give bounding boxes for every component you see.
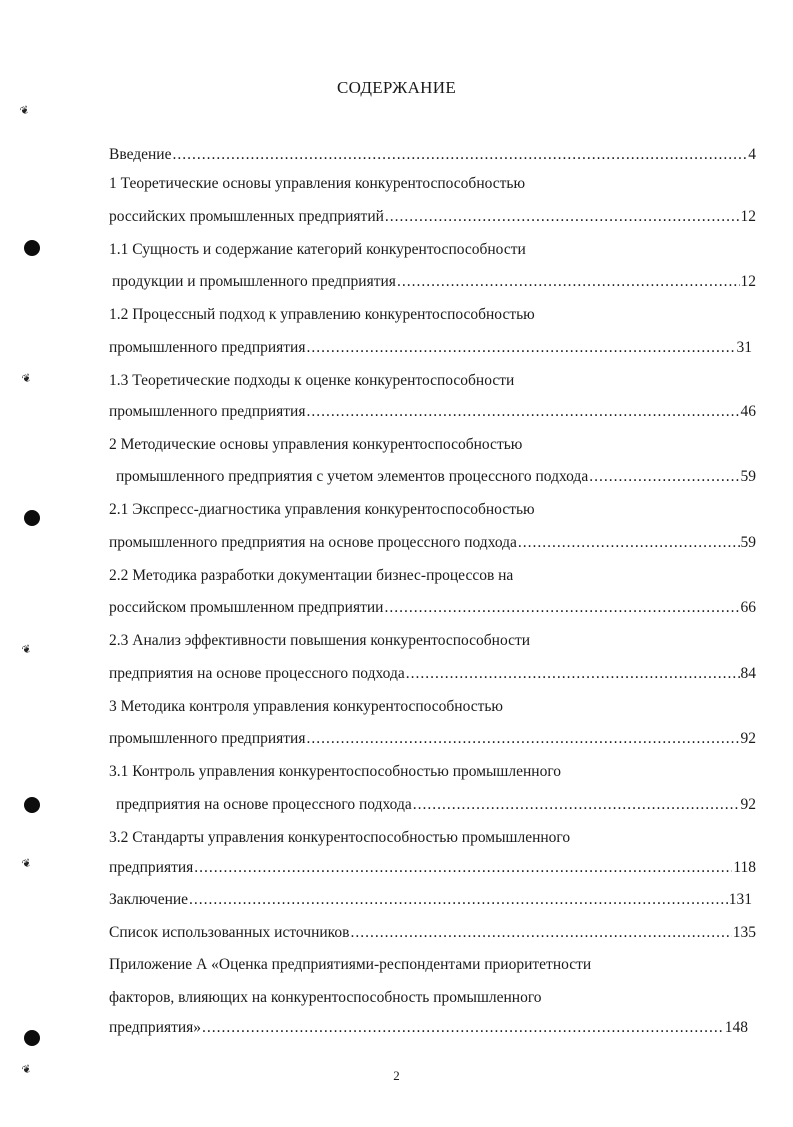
dot-leader bbox=[202, 1018, 724, 1038]
toc-line bbox=[109, 240, 526, 260]
toc-line bbox=[109, 305, 535, 325]
toc-entry-text: 3.2 Стандарты управления конкурентоспособностью промышленного bbox=[109, 829, 571, 846]
toc-line bbox=[109, 145, 756, 165]
toc-entry-page: 148 bbox=[724, 1019, 748, 1036]
scan-speck-icon: ❦ bbox=[20, 370, 34, 387]
toc-entry-text: 1 Теоретические основы управления конкурентоспособностью bbox=[109, 175, 526, 192]
toc-line bbox=[109, 858, 756, 878]
toc-entry-page: 4 bbox=[748, 146, 756, 163]
toc-line bbox=[109, 1018, 748, 1038]
toc-entry-text: продукции и промышленного предприятия bbox=[112, 273, 396, 290]
toc-line bbox=[109, 207, 756, 227]
toc-entry-text: российских промышленных предприятий bbox=[109, 208, 384, 225]
toc-entry-text: 1.1 Сущность и содержание категорий конкурентоспособности bbox=[109, 241, 526, 258]
toc-entry-text: 3 Методика контроля управления конкурентоспособностью bbox=[109, 698, 504, 715]
punch-hole-icon bbox=[24, 797, 40, 813]
dot-leader bbox=[413, 795, 740, 815]
toc-entry-page: 46 bbox=[740, 403, 756, 420]
dot-leader bbox=[350, 923, 731, 943]
scan-speck-icon: ❦ bbox=[18, 102, 32, 119]
dot-leader bbox=[306, 729, 739, 749]
toc-heading: СОДЕРЖАНИЕ bbox=[336, 78, 457, 97]
toc-line bbox=[109, 923, 756, 943]
toc-line bbox=[109, 664, 756, 684]
toc-line bbox=[109, 566, 513, 586]
dot-leader bbox=[384, 598, 739, 618]
toc-entry-text: 2.2 Методика разработки документации бизнес-процессов на bbox=[109, 567, 514, 584]
page-number: 2 bbox=[393, 1068, 400, 1083]
toc-entry-text: промышленного предприятия на основе процессного подхода bbox=[109, 534, 517, 551]
toc-entry-text: предприятия на основе процессного подхода bbox=[116, 796, 412, 813]
toc-entry-text: Приложение А «Оценка предприятиями-респондентами приоритетности bbox=[109, 956, 592, 973]
toc-entry-text: промышленного предприятия с учетом элементов процессного подхода bbox=[116, 468, 589, 485]
punch-hole-icon bbox=[24, 510, 40, 526]
toc-entry-page: 31 bbox=[736, 339, 752, 356]
scan-speck-icon: ❦ bbox=[20, 855, 34, 872]
dot-leader bbox=[189, 890, 728, 910]
toc-entry-page: 12 bbox=[740, 208, 756, 225]
toc-entry-text: предприятия на основе процессного подхода bbox=[109, 665, 405, 682]
toc-line bbox=[109, 338, 752, 358]
toc-entry-text: 1.3 Теоретические подходы к оценке конкурентоспособности bbox=[109, 372, 515, 389]
punch-hole-icon bbox=[24, 240, 40, 256]
toc-entry-page: 66 bbox=[740, 599, 756, 616]
toc-line bbox=[109, 500, 535, 520]
toc-line bbox=[109, 631, 530, 651]
toc-entry-text: 2.3 Анализ эффективности повышения конкурентоспособности bbox=[109, 632, 531, 649]
dot-leader bbox=[518, 533, 740, 553]
toc-entry-text: 3.1 Контроль управления конкурентоспособностью промышленного bbox=[109, 763, 562, 780]
toc-line bbox=[109, 402, 756, 422]
toc-line bbox=[109, 828, 570, 848]
dot-leader bbox=[385, 207, 740, 227]
dot-leader bbox=[406, 664, 740, 684]
toc-entry-page: 12 bbox=[740, 273, 756, 290]
toc-entry-text: 2 Методические основы управления конкурентоспособностью bbox=[109, 436, 523, 453]
toc-entry-page: 118 bbox=[733, 859, 756, 876]
scan-speck-icon: ❦ bbox=[20, 1061, 34, 1078]
dot-leader bbox=[172, 145, 747, 165]
toc-line bbox=[109, 533, 756, 553]
toc-line bbox=[109, 697, 503, 717]
toc-line bbox=[109, 174, 525, 194]
scan-speck-icon: ❦ bbox=[20, 641, 34, 658]
toc-entry-text: Введение bbox=[109, 146, 172, 163]
toc-entry-text: Заключение bbox=[109, 891, 189, 908]
toc-line bbox=[109, 988, 542, 1008]
toc-entry-page: 135 bbox=[732, 924, 756, 941]
toc-entry-text: промышленного предприятия bbox=[109, 339, 306, 356]
toc-entry-page: 92 bbox=[740, 796, 756, 813]
toc-entry-text: промышленного предприятия bbox=[109, 730, 306, 747]
dot-leader bbox=[397, 272, 740, 292]
dot-leader bbox=[194, 858, 732, 878]
toc-entry-text: промышленного предприятия bbox=[109, 403, 306, 420]
toc-entry-page: 84 bbox=[740, 665, 756, 682]
toc-line bbox=[116, 467, 756, 487]
toc-line bbox=[109, 890, 752, 910]
toc-line bbox=[109, 729, 756, 749]
toc-entry-page: 59 bbox=[740, 468, 756, 485]
toc-entry-text: предприятия bbox=[109, 859, 194, 876]
toc-entry-text: Список использованных источников bbox=[109, 924, 350, 941]
toc-line bbox=[109, 955, 591, 975]
toc-entry-page: 92 bbox=[740, 730, 756, 747]
toc-line bbox=[116, 795, 756, 815]
toc-line bbox=[109, 371, 514, 391]
dot-leader bbox=[589, 467, 739, 487]
toc-entry-page: 131 bbox=[728, 891, 752, 908]
toc-entry-text: предприятия» bbox=[109, 1019, 202, 1036]
toc-entry-text: факторов, влияющих на конкурентоспособность промышленного bbox=[109, 989, 542, 1006]
toc-entry-text: российском промышленном предприятии bbox=[109, 599, 384, 616]
toc-entry-text: 1.2 Процессный подход к управлению конкурентоспособностью bbox=[109, 306, 535, 323]
dot-leader bbox=[306, 402, 739, 422]
dot-leader bbox=[306, 338, 735, 358]
toc-line bbox=[112, 272, 756, 292]
toc-line bbox=[109, 598, 756, 618]
toc-line bbox=[109, 435, 522, 455]
punch-hole-icon bbox=[24, 1030, 40, 1046]
toc-line bbox=[109, 762, 561, 782]
toc-entry-text: 2.1 Экспресс-диагностика управления конкурентоспособностью bbox=[109, 501, 535, 518]
toc-entry-page: 59 bbox=[740, 534, 756, 551]
